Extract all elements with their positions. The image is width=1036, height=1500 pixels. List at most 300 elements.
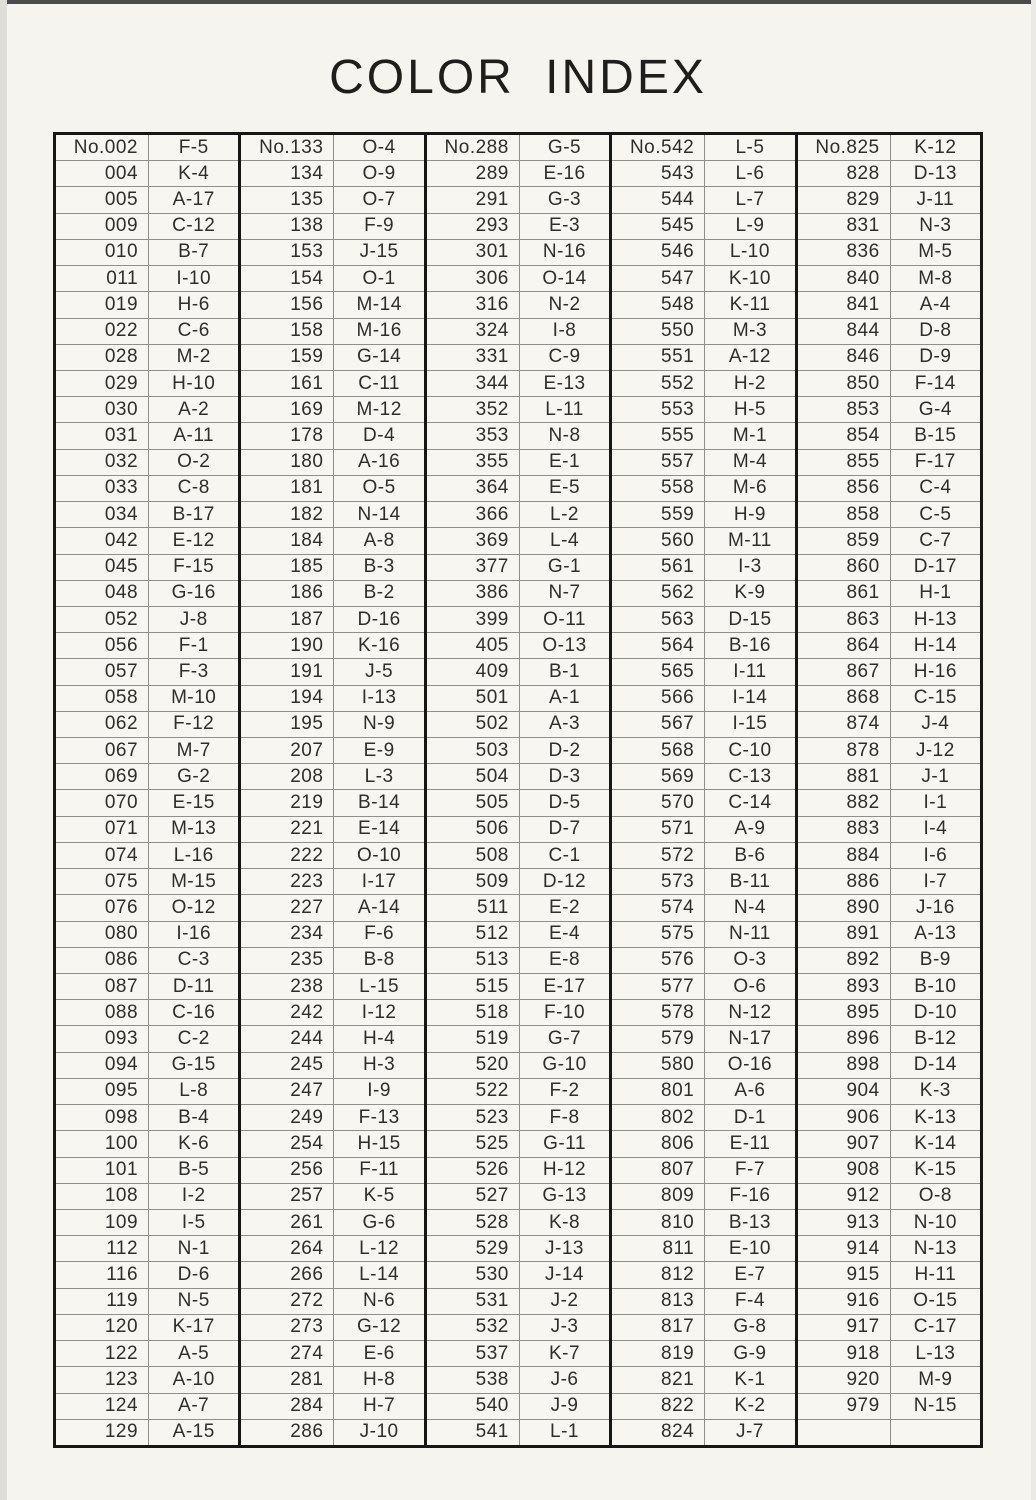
color-code: J-5	[365, 660, 394, 682]
color-code: A-1	[548, 687, 581, 709]
table-row	[427, 1235, 609, 1261]
table-row	[241, 894, 423, 920]
color-number: 868	[798, 686, 891, 711]
table-row	[241, 1419, 423, 1445]
table-row	[798, 291, 980, 317]
color-number: 907	[798, 1131, 891, 1156]
color-code: L-2	[550, 503, 579, 525]
table-row	[241, 135, 423, 160]
color-number: 095	[56, 1079, 149, 1104]
color-code: A-12	[728, 346, 771, 368]
color-number: 182	[241, 502, 334, 527]
page-title: COLOR INDEX	[329, 51, 707, 104]
table-row	[241, 370, 423, 396]
color-code: O-7	[362, 189, 396, 211]
color-number: 878	[798, 738, 891, 763]
color-number: 569	[612, 764, 705, 789]
table-row	[427, 1261, 609, 1287]
color-number: No.542	[612, 135, 705, 160]
table-row	[798, 1314, 980, 1340]
color-code: G-15	[171, 1054, 216, 1076]
table-row	[241, 685, 423, 711]
color-number: 119	[56, 1289, 149, 1314]
color-code: N-2	[548, 293, 581, 315]
color-number: 222	[241, 843, 334, 868]
color-code: I-6	[923, 844, 948, 866]
color-code: J-11	[916, 189, 955, 211]
table-row	[612, 291, 794, 317]
color-code: F-5	[178, 136, 209, 158]
color-number: 528	[427, 1210, 520, 1235]
color-code: K-2	[734, 1395, 766, 1417]
color-number: 030	[56, 397, 149, 422]
color-code: H-3	[363, 1054, 396, 1076]
table-row	[612, 475, 794, 501]
color-code: B-14	[358, 792, 401, 814]
color-code: N-3	[919, 215, 952, 237]
color-code: M-16	[356, 320, 402, 342]
color-number: 817	[612, 1315, 705, 1340]
color-number: 850	[798, 371, 891, 396]
color-code: I-16	[176, 923, 212, 945]
color-code: E-9	[363, 739, 395, 761]
table-row	[798, 135, 980, 160]
table-row	[798, 1261, 980, 1287]
color-code: I-4	[923, 818, 948, 840]
color-code: H-14	[913, 634, 957, 656]
color-code: K-11	[729, 293, 771, 315]
color-code: C-7	[919, 529, 952, 551]
scan-right-edge	[1031, 0, 1036, 1500]
table-row	[56, 1209, 238, 1235]
color-number: 284	[241, 1394, 334, 1419]
table-row	[612, 711, 794, 737]
table-row	[56, 685, 238, 711]
table-row	[612, 921, 794, 947]
table-row	[798, 737, 980, 763]
color-number: 010	[56, 240, 149, 265]
color-code: D-17	[913, 556, 957, 578]
table-row	[56, 842, 238, 868]
color-code: K-3	[919, 1080, 951, 1102]
color-code: N-9	[363, 713, 396, 735]
color-code: M-12	[356, 398, 402, 420]
table-row	[427, 1209, 609, 1235]
color-number: No.133	[241, 135, 334, 160]
color-number: 052	[56, 607, 149, 632]
color-number: 853	[798, 397, 891, 422]
color-code: O-13	[542, 634, 587, 656]
table-row	[241, 239, 423, 265]
color-number: 915	[798, 1262, 891, 1287]
color-code: N-14	[357, 503, 401, 525]
color-code: E-17	[543, 975, 586, 997]
color-number: 545	[612, 214, 705, 239]
table-row	[241, 632, 423, 658]
table-row	[56, 1130, 238, 1156]
color-code: B-4	[178, 1106, 210, 1128]
color-code: B-15	[914, 425, 957, 447]
color-number: 566	[612, 686, 705, 711]
color-code: G-10	[542, 1054, 587, 1076]
color-number: 883	[798, 817, 891, 842]
color-number: 558	[612, 476, 705, 501]
table-row	[56, 291, 238, 317]
table-row	[427, 816, 609, 842]
color-code: L-8	[179, 1080, 209, 1102]
table-row	[612, 1366, 794, 1392]
color-code: N-4	[733, 896, 766, 918]
table-row	[56, 1183, 238, 1209]
color-number: 882	[798, 790, 891, 815]
color-number: 564	[612, 633, 705, 658]
table-row	[427, 239, 609, 265]
color-number: 580	[612, 1053, 705, 1078]
table-row	[241, 475, 423, 501]
color-number: 080	[56, 922, 149, 947]
color-number: 571	[612, 817, 705, 842]
table-row	[798, 501, 980, 527]
table-row	[798, 711, 980, 737]
color-number: 062	[56, 712, 149, 737]
table-row	[241, 816, 423, 842]
color-code: L-7	[735, 189, 765, 211]
table-row	[612, 894, 794, 920]
color-number: 555	[612, 423, 705, 448]
color-code: C-6	[177, 320, 210, 342]
table-row	[56, 999, 238, 1025]
table-row	[427, 1314, 609, 1340]
color-number: 578	[612, 1000, 705, 1025]
color-code: J-7	[735, 1421, 764, 1443]
table-row	[612, 789, 794, 815]
color-code: L-9	[735, 215, 765, 237]
color-number: 801	[612, 1079, 705, 1104]
table-row	[798, 1078, 980, 1104]
color-code: H-10	[172, 372, 216, 394]
table-row	[427, 396, 609, 422]
color-number: 577	[612, 974, 705, 999]
table-row	[798, 527, 980, 553]
scan-top-edge	[0, 0, 1036, 4]
color-number: 920	[798, 1367, 891, 1392]
table-row	[241, 658, 423, 684]
color-number: 543	[612, 161, 705, 186]
table-row	[798, 213, 980, 239]
color-code: K-14	[914, 1132, 957, 1154]
color-code: F-12	[173, 713, 215, 735]
color-number: 087	[56, 974, 149, 999]
table-row	[798, 1130, 980, 1156]
color-number: 056	[56, 633, 149, 658]
color-number: 537	[427, 1341, 520, 1366]
table-row	[798, 947, 980, 973]
color-code: E-5	[548, 477, 581, 499]
color-code: F-17	[914, 451, 956, 473]
color-number: 906	[798, 1105, 891, 1130]
color-code: K-13	[914, 1106, 957, 1128]
color-number: 574	[612, 895, 705, 920]
table-row	[612, 658, 794, 684]
color-code: A-6	[734, 1080, 766, 1102]
table-row	[612, 737, 794, 763]
color-number: 138	[241, 214, 334, 239]
color-code: D-6	[177, 1264, 210, 1286]
table-row	[427, 763, 609, 789]
color-code: H-1	[919, 582, 952, 604]
color-number: 568	[612, 738, 705, 763]
table-row	[427, 606, 609, 632]
table-row	[612, 685, 794, 711]
color-number: 530	[427, 1262, 520, 1287]
table-row	[798, 265, 980, 291]
color-number: 501	[427, 686, 520, 711]
color-number: 028	[56, 345, 149, 370]
color-code: M-4	[732, 451, 768, 473]
table-row	[427, 370, 609, 396]
color-number: 890	[798, 895, 891, 920]
color-code: M-7	[176, 739, 211, 761]
color-code: E-2	[548, 896, 581, 918]
table-row	[427, 999, 609, 1025]
color-number: 409	[427, 659, 520, 684]
table-row	[56, 475, 238, 501]
table-row	[612, 265, 794, 291]
color-code: E-12	[172, 529, 215, 551]
table-row	[56, 396, 238, 422]
table-row	[427, 868, 609, 894]
table-row	[241, 344, 423, 370]
table-row	[56, 265, 238, 291]
color-code: L-1	[550, 1421, 579, 1443]
color-number: 802	[612, 1105, 705, 1130]
color-number: 913	[798, 1210, 891, 1235]
table-row	[56, 186, 238, 212]
color-code: M-11	[727, 529, 772, 551]
color-code: F-1	[178, 634, 209, 656]
color-code: C-14	[728, 792, 772, 814]
color-code: F-7	[734, 1159, 765, 1181]
color-number: 550	[612, 319, 705, 344]
table-row	[798, 1340, 980, 1366]
table-row	[612, 370, 794, 396]
table-row	[56, 921, 238, 947]
table-row	[241, 1078, 423, 1104]
color-code: C-8	[177, 477, 210, 499]
color-number: 821	[612, 1367, 705, 1392]
color-number: 573	[612, 869, 705, 894]
color-number: 245	[241, 1053, 334, 1078]
table-row	[612, 1393, 794, 1419]
table-row	[612, 606, 794, 632]
color-number: 108	[56, 1184, 149, 1209]
color-number: 811	[612, 1236, 705, 1261]
color-number: 324	[427, 319, 520, 344]
table-row	[241, 1052, 423, 1078]
table-row	[241, 1340, 423, 1366]
color-number: 316	[427, 292, 520, 317]
color-number: 525	[427, 1131, 520, 1156]
table-row	[56, 160, 238, 186]
color-code: H-7	[363, 1395, 396, 1417]
table-row	[612, 763, 794, 789]
color-number: 861	[798, 581, 891, 606]
color-number: 532	[427, 1315, 520, 1340]
color-number: 301	[427, 240, 520, 265]
color-number: 912	[798, 1184, 891, 1209]
color-code: C-5	[919, 503, 952, 525]
table-row	[427, 135, 609, 160]
color-number: 254	[241, 1131, 334, 1156]
table-row	[241, 554, 423, 580]
color-code: B-11	[729, 870, 771, 892]
color-number: 547	[612, 266, 705, 291]
color-code: F-16	[729, 1185, 771, 1207]
table-row	[612, 973, 794, 999]
color-code: I-12	[361, 1001, 397, 1023]
table-row	[612, 527, 794, 553]
table-row	[612, 816, 794, 842]
color-code: D-7	[548, 818, 581, 840]
color-code: K-1	[734, 1368, 766, 1390]
color-number: 822	[612, 1394, 705, 1419]
color-number: 190	[241, 633, 334, 658]
color-number: 891	[798, 922, 891, 947]
color-code: A-4	[919, 293, 951, 315]
table-row	[56, 1366, 238, 1392]
table-row	[798, 842, 980, 868]
color-number: 227	[241, 895, 334, 920]
color-number: 156	[241, 292, 334, 317]
color-number: 546	[612, 240, 705, 265]
table-row	[427, 1393, 609, 1419]
color-code: E-13	[543, 372, 586, 394]
color-code: O-10	[356, 844, 402, 866]
color-code: C-1	[548, 844, 581, 866]
table-row	[241, 921, 423, 947]
table-row	[241, 160, 423, 186]
color-code: B-12	[914, 1028, 957, 1050]
color-code: D-10	[913, 1001, 957, 1023]
color-code: L-4	[550, 529, 579, 551]
table-row	[798, 999, 980, 1025]
table-row	[56, 947, 238, 973]
table-row	[798, 685, 980, 711]
color-code: O-16	[727, 1054, 773, 1076]
color-number: 562	[612, 581, 705, 606]
color-code: M-10	[171, 687, 217, 709]
color-number: 918	[798, 1341, 891, 1366]
color-number: 377	[427, 555, 520, 580]
color-code: D-3	[548, 765, 581, 787]
color-number: 221	[241, 817, 334, 842]
table-row	[427, 1025, 609, 1051]
table-row	[56, 1419, 238, 1445]
table-row	[798, 1288, 980, 1314]
color-number: 575	[612, 922, 705, 947]
color-number: 916	[798, 1289, 891, 1314]
table-row	[612, 1025, 794, 1051]
color-number: 120	[56, 1315, 149, 1340]
color-code: M-14	[356, 293, 402, 315]
color-number: 057	[56, 659, 149, 684]
index-column	[427, 135, 612, 1445]
table-row	[798, 318, 980, 344]
table-row	[798, 1157, 980, 1183]
table-row	[798, 396, 980, 422]
color-code: N-16	[542, 241, 587, 263]
table-row	[427, 1157, 609, 1183]
table-row	[612, 1078, 794, 1104]
table-row	[56, 1314, 238, 1340]
color-number: 208	[241, 764, 334, 789]
color-code: B-8	[363, 949, 395, 971]
color-number: 093	[56, 1026, 149, 1051]
table-row	[56, 658, 238, 684]
table-row	[427, 501, 609, 527]
color-code: K-17	[172, 1316, 215, 1338]
color-code: I-9	[367, 1080, 391, 1102]
table-row	[56, 370, 238, 396]
color-number: 261	[241, 1210, 334, 1235]
table-row	[798, 1052, 980, 1078]
color-code: G-9	[733, 1342, 767, 1364]
table-row	[56, 1235, 238, 1261]
color-number: 819	[612, 1341, 705, 1366]
color-number: 112	[56, 1236, 149, 1261]
table-row	[56, 449, 238, 475]
table-row	[241, 1366, 423, 1392]
color-index-table	[53, 132, 983, 1448]
table-row	[798, 921, 980, 947]
color-number: 088	[56, 1000, 149, 1025]
color-code: D-9	[919, 346, 952, 368]
color-number: 207	[241, 738, 334, 763]
table-row	[612, 999, 794, 1025]
color-code: A-2	[178, 398, 210, 420]
color-code: F-8	[549, 1106, 580, 1128]
color-code: K-6	[178, 1132, 210, 1154]
color-number	[798, 1420, 891, 1445]
color-code: L-12	[359, 1237, 400, 1259]
table-row	[427, 318, 609, 344]
color-code: N-8	[548, 425, 581, 447]
table-row	[56, 580, 238, 606]
color-code: F-6	[364, 923, 395, 945]
color-code: A-17	[172, 189, 215, 211]
color-number: 116	[56, 1262, 149, 1287]
color-number: 067	[56, 738, 149, 763]
color-number: 860	[798, 555, 891, 580]
color-number: 807	[612, 1158, 705, 1183]
table-row	[427, 685, 609, 711]
color-code: J-3	[550, 1316, 579, 1338]
table-row	[798, 1025, 980, 1051]
color-number: 527	[427, 1184, 520, 1209]
color-code: E-15	[172, 792, 215, 814]
color-code: E-3	[548, 215, 581, 237]
color-number: 178	[241, 423, 334, 448]
color-number: 565	[612, 659, 705, 684]
color-code: I-3	[738, 556, 762, 578]
table-row	[241, 999, 423, 1025]
scan-left-edge	[0, 0, 7, 1500]
color-number: 538	[427, 1367, 520, 1392]
color-code: J-8	[179, 608, 208, 630]
color-number: 005	[56, 187, 149, 212]
table-row	[56, 1104, 238, 1130]
table-row	[241, 1209, 423, 1235]
